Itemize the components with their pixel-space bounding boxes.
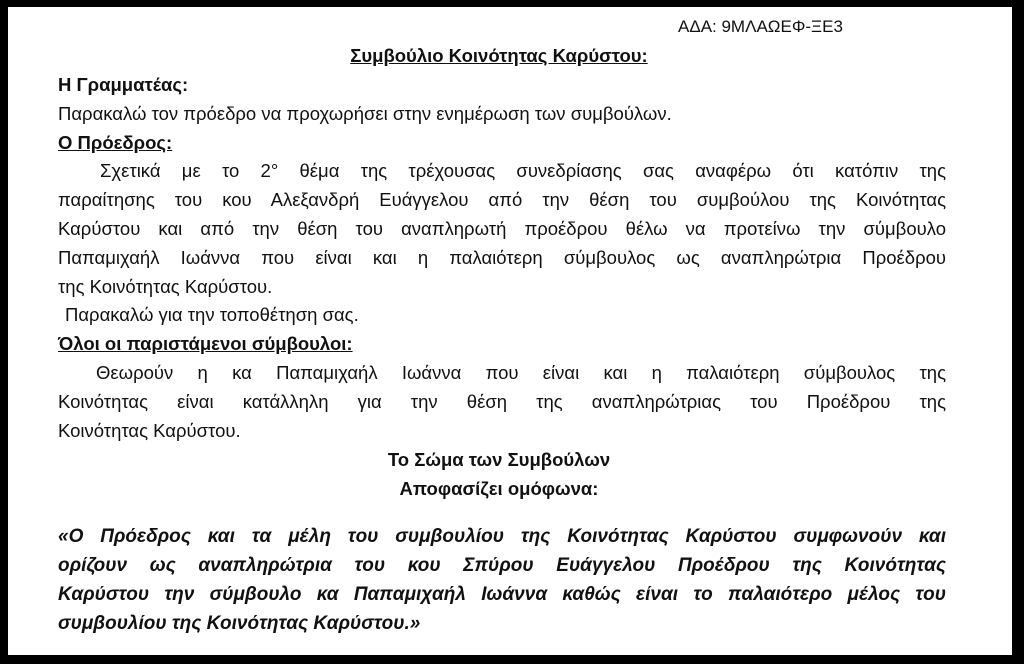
council-body-heading: Το Σώμα των Συμβούλων bbox=[387, 449, 611, 470]
document-title: Συμβούλιο Κοινότητας Καρύστου: bbox=[350, 45, 648, 66]
president-closing: Παρακαλώ για την τοποθέτηση σας. bbox=[65, 304, 359, 325]
president-line: παραίτησης του κου Αλεξανδρή Ευάγγελου από την θέση του συμβούλου της Κοινότητας bbox=[58, 189, 946, 210]
document-page bbox=[8, 7, 1012, 655]
secretary-text: Παρακαλώ τον πρόεδρο να προχωρήσει στην ενημέρωση των συμβούλων. bbox=[58, 103, 672, 124]
president-line: Σχετικά με το 2° θέμα της τρέχουσας συνεδρίασης σας αναφέρω ότι κατόπιν της bbox=[100, 160, 946, 181]
members-label: Όλοι οι παριστάμενοι σύμβουλοι: bbox=[58, 333, 353, 354]
ada-code: ΑΔΑ: 9ΜΛΑΩΕΦ-ΞΕ3 bbox=[678, 17, 843, 36]
members-line: Κοινότητας είναι κατάλληλη για την θέση της αναπληρώτριας του Προέδρου της bbox=[58, 391, 946, 412]
decision-verdict: Αποφασίζει ομόφωνα: bbox=[399, 478, 599, 499]
president-line: Καρύστου και από την θέση του αναπληρωτή προέδρου θέλω να προτείνω την σύμβουλο bbox=[58, 218, 946, 239]
president-line: της Κοινότητας Καρύστου. bbox=[58, 276, 273, 297]
members-line: Κοινότητας Καρύστου. bbox=[58, 420, 241, 441]
decision-quote-line: Καρύστου την σύμβουλο κα Παπαμιχαήλ Ιωάννα καθώς είναι το παλαιότερο μέλος του bbox=[58, 584, 946, 605]
president-label: Ο Πρόεδρος: bbox=[58, 132, 173, 153]
decision-quote-line: ορίζουν ως αναπληρώτρια του κου Σπύρου Ευάγγελου Προέδρου της Κοινότητας bbox=[58, 555, 946, 576]
secretary-label: Η Γραμματέας: bbox=[58, 74, 189, 95]
members-line: Θεωρούν η κα Παπαμιχαήλ Ιωάννα που είναι και η παλαιότερη σύμβουλος της bbox=[96, 362, 946, 383]
decision-quote-line: «Ο Πρόεδρος και τα μέλη του συμβουλίου της Κοινότητας Καρύστου συμφωνούν και bbox=[58, 526, 946, 547]
president-line: Παπαμιχαήλ Ιωάννα που είναι και η παλαιότερη σύμβουλος ως αναπληρώτρια Προέδρου bbox=[58, 247, 946, 268]
decision-quote-line: συμβουλίου της Κοινότητας Καρύστου.» bbox=[58, 613, 421, 634]
